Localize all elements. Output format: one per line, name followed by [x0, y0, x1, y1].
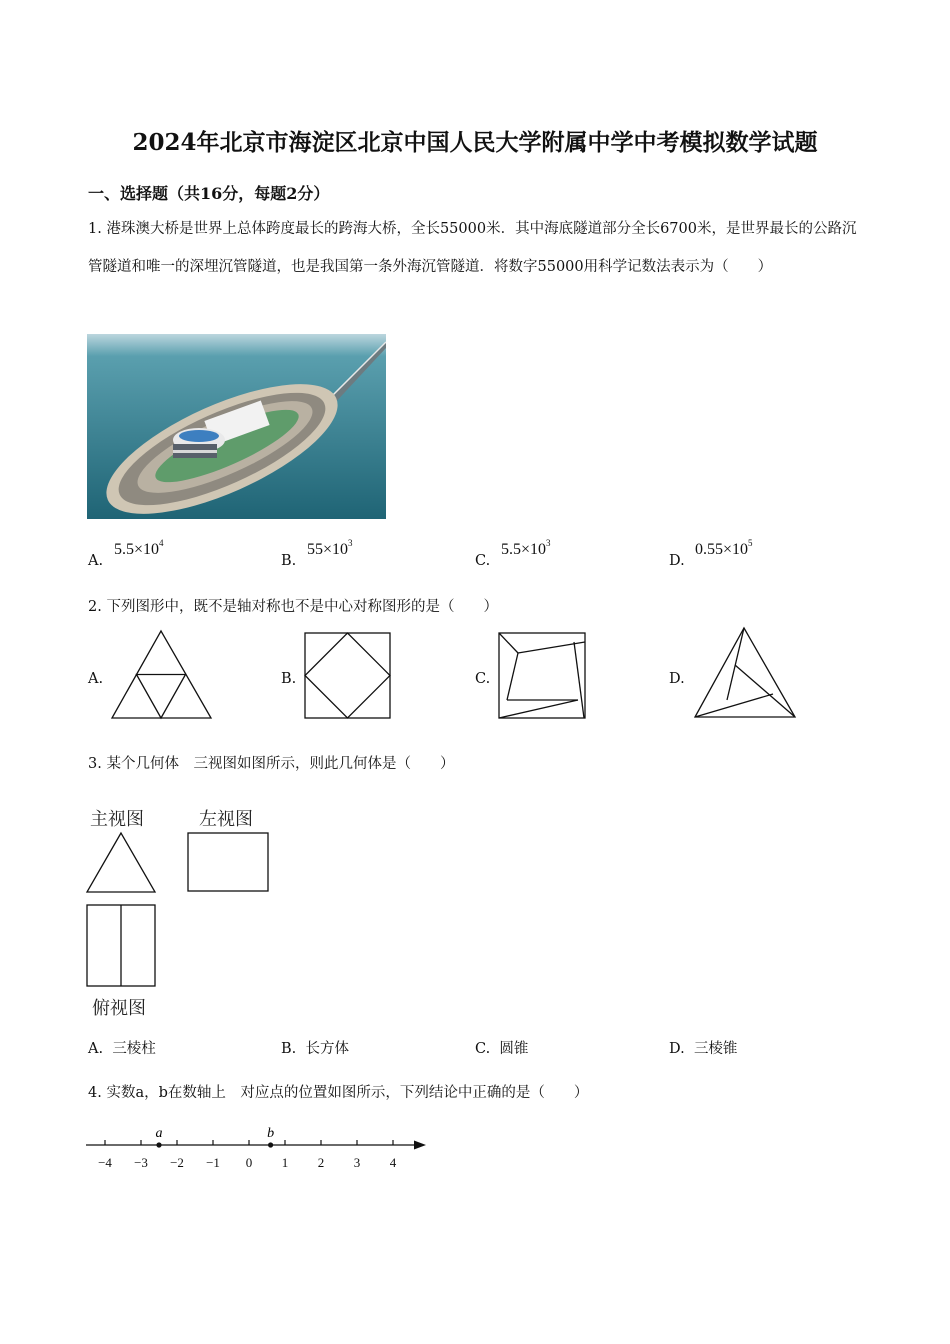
left-view-label: 左视图: [199, 809, 253, 830]
q3-option-b[interactable]: B. 长方体: [281, 1041, 349, 1057]
tick-label: 4: [389, 1155, 397, 1170]
question-1-text: 1. 港珠澳大桥是世界上总体跨度最长的跨海大桥，全长55000米．其中海底隧道部分全长6700米，是世界最长的公路沉管隧道和唯一的深埋沉管隧道，也是我国第一条外海沉管隧道．将数字55000用科学记数法表示为（ ）: [88, 221, 857, 275]
q2-option-b-label: B.: [281, 671, 297, 687]
arrow-head-icon: [414, 1141, 426, 1150]
tick-label: −3: [134, 1155, 148, 1170]
bridge-photo: [87, 334, 386, 519]
top-view-rectangle: [86, 904, 158, 988]
q2-figure-c[interactable]: [498, 632, 588, 720]
option-value: $5.5\times 10^4$: [114, 538, 164, 558]
option-value: $55\times 10^3$: [307, 538, 353, 558]
tick-label: 0: [245, 1155, 253, 1170]
tick-label: −1: [206, 1155, 220, 1170]
tick-label: −2: [170, 1155, 184, 1170]
front-view-triangle: [86, 832, 158, 894]
question-3-text: 3. 某个几何体 三视图如图所示，则此几何体是（ ）: [88, 756, 455, 772]
q2-figure-a[interactable]: [110, 630, 214, 720]
left-view-rectangle: [187, 832, 271, 894]
section-heading: 一、选择题（共16分，每题2分）: [88, 184, 330, 203]
question-2-text: 2. 下列图形中，既不是轴对称也不是中心对称图形的是（ ）: [88, 599, 498, 615]
q2-option-d-label: D.: [669, 671, 685, 687]
point-b-marker: [268, 1142, 273, 1147]
front-view-label: 主视图: [90, 809, 144, 830]
option-value: $5.5\times 10^3$: [501, 538, 551, 558]
q3-option-d[interactable]: D. 三棱锥: [669, 1041, 738, 1057]
question-4-text: 4. 实数a，b在数轴上 对应点的位置如图所示，下列结论中正确的是（ ）: [88, 1085, 589, 1101]
top-view-label: 俯视图: [92, 998, 146, 1019]
number-line: [86, 1124, 430, 1178]
q3-option-c[interactable]: C. 圆锥: [475, 1041, 529, 1057]
point-a-marker: [156, 1142, 161, 1147]
page-title: 2024年北京市海淀区北京中国人民大学附属中学中考模拟数学试题: [132, 129, 818, 156]
q2-figure-b[interactable]: [304, 632, 392, 720]
q2-figure-d[interactable]: [693, 627, 797, 720]
tick-label: 1: [281, 1155, 289, 1170]
point-b-label: b: [267, 1126, 275, 1141]
option-value: $0.55\times 10^5$: [695, 538, 753, 558]
q2-option-a-label: A.: [88, 671, 104, 687]
tick-label: −4: [98, 1155, 112, 1170]
tick-label: 3: [353, 1155, 361, 1170]
q2-option-c-label: C.: [475, 671, 491, 687]
q3-option-a[interactable]: A. 三棱柱: [88, 1041, 156, 1057]
point-a-label: a: [155, 1126, 163, 1141]
tick-label: 2: [317, 1155, 325, 1170]
